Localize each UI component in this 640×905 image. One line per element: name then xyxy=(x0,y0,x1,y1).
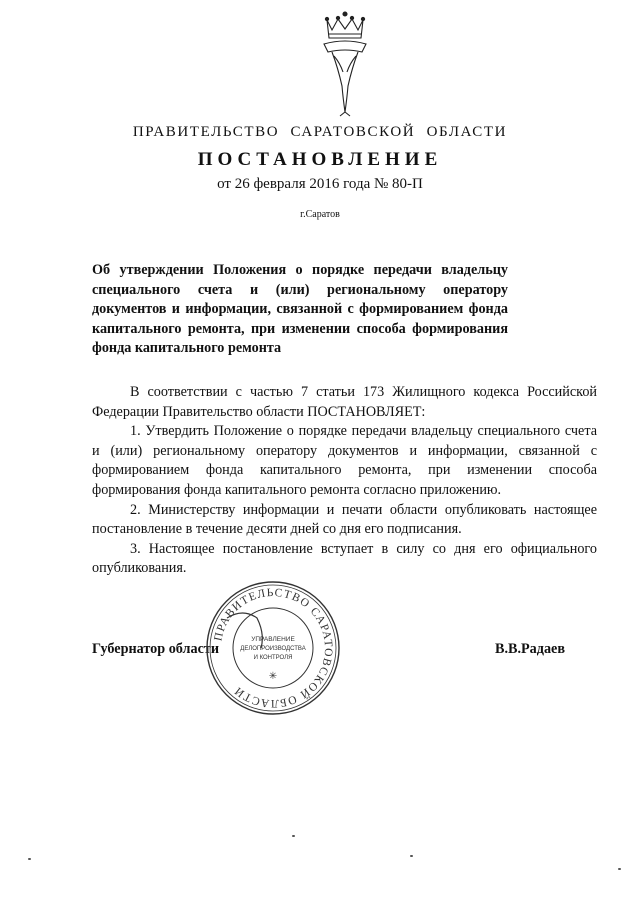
signatory-name: В.В.Радаев xyxy=(495,641,566,657)
scan-speck xyxy=(410,855,413,857)
scan-speck xyxy=(618,868,621,870)
svg-text:✳: ✳ xyxy=(268,671,278,682)
document-body xyxy=(92,383,597,579)
scan-speck xyxy=(292,835,295,837)
document-date-number: от 26 февраля 2016 года № 80-П xyxy=(217,176,423,192)
document-city: г.Саратов xyxy=(300,209,340,220)
document-type: ПОСТАНОВЛЕНИЕ xyxy=(197,149,443,170)
stamp-inner-line-3: И КОНТРОЛЯ xyxy=(253,655,293,661)
body-paragraph-item-3: 3. Настоящее постановление вступает в силу со дня его официального опубликования. xyxy=(92,540,597,577)
official-stamp-icon xyxy=(203,578,343,718)
government-name: ПРАВИТЕЛЬСТВО САРАТОВСКОЙ ОБЛАСТИ xyxy=(132,124,508,140)
coat-of-arms-icon xyxy=(318,8,372,118)
body-paragraph-preamble: В соответствии с частью 7 статьи 173 Жилищного кодекса Российской Федерации Правительство области ПОСТАНОВЛЯЕТ: xyxy=(92,384,597,420)
signatory-position: Губернатор области xyxy=(92,641,220,657)
scan-speck xyxy=(28,858,31,860)
document-subject: Об утверждении Положения о порядке передачи владельцу специального счета и (или) региональному оператору документов и информации, связанной с формированием фонда капитального ремонта, при изменении способа формирования фонда капитального ремонта xyxy=(92,262,508,356)
body-paragraph-item-2: 2. Министерству информации и печати области опубликовать настоящее постановление в течение десяти дней со дня его подписания. xyxy=(92,501,597,538)
stamp-inner-line-2: ДЕЛОПРОИЗВОДСТВА xyxy=(240,646,306,652)
body-paragraph-item-1: 1. Утвердить Положение о порядке передачи владельцу специального счета и (или) региональному оператору документов и информации, связанной с формированием фонда капитального ремонта, при изменении способа формирования фонда капитального ремонта согласно приложению. xyxy=(92,423,597,498)
stamp-inner-line-1: УПРАВЛЕНИЕ xyxy=(251,636,295,643)
stamp-outer-text: ПРАВИТЕЛЬСТВО САРАТОВСКОЙ ОБЛАСТИ xyxy=(212,586,335,710)
